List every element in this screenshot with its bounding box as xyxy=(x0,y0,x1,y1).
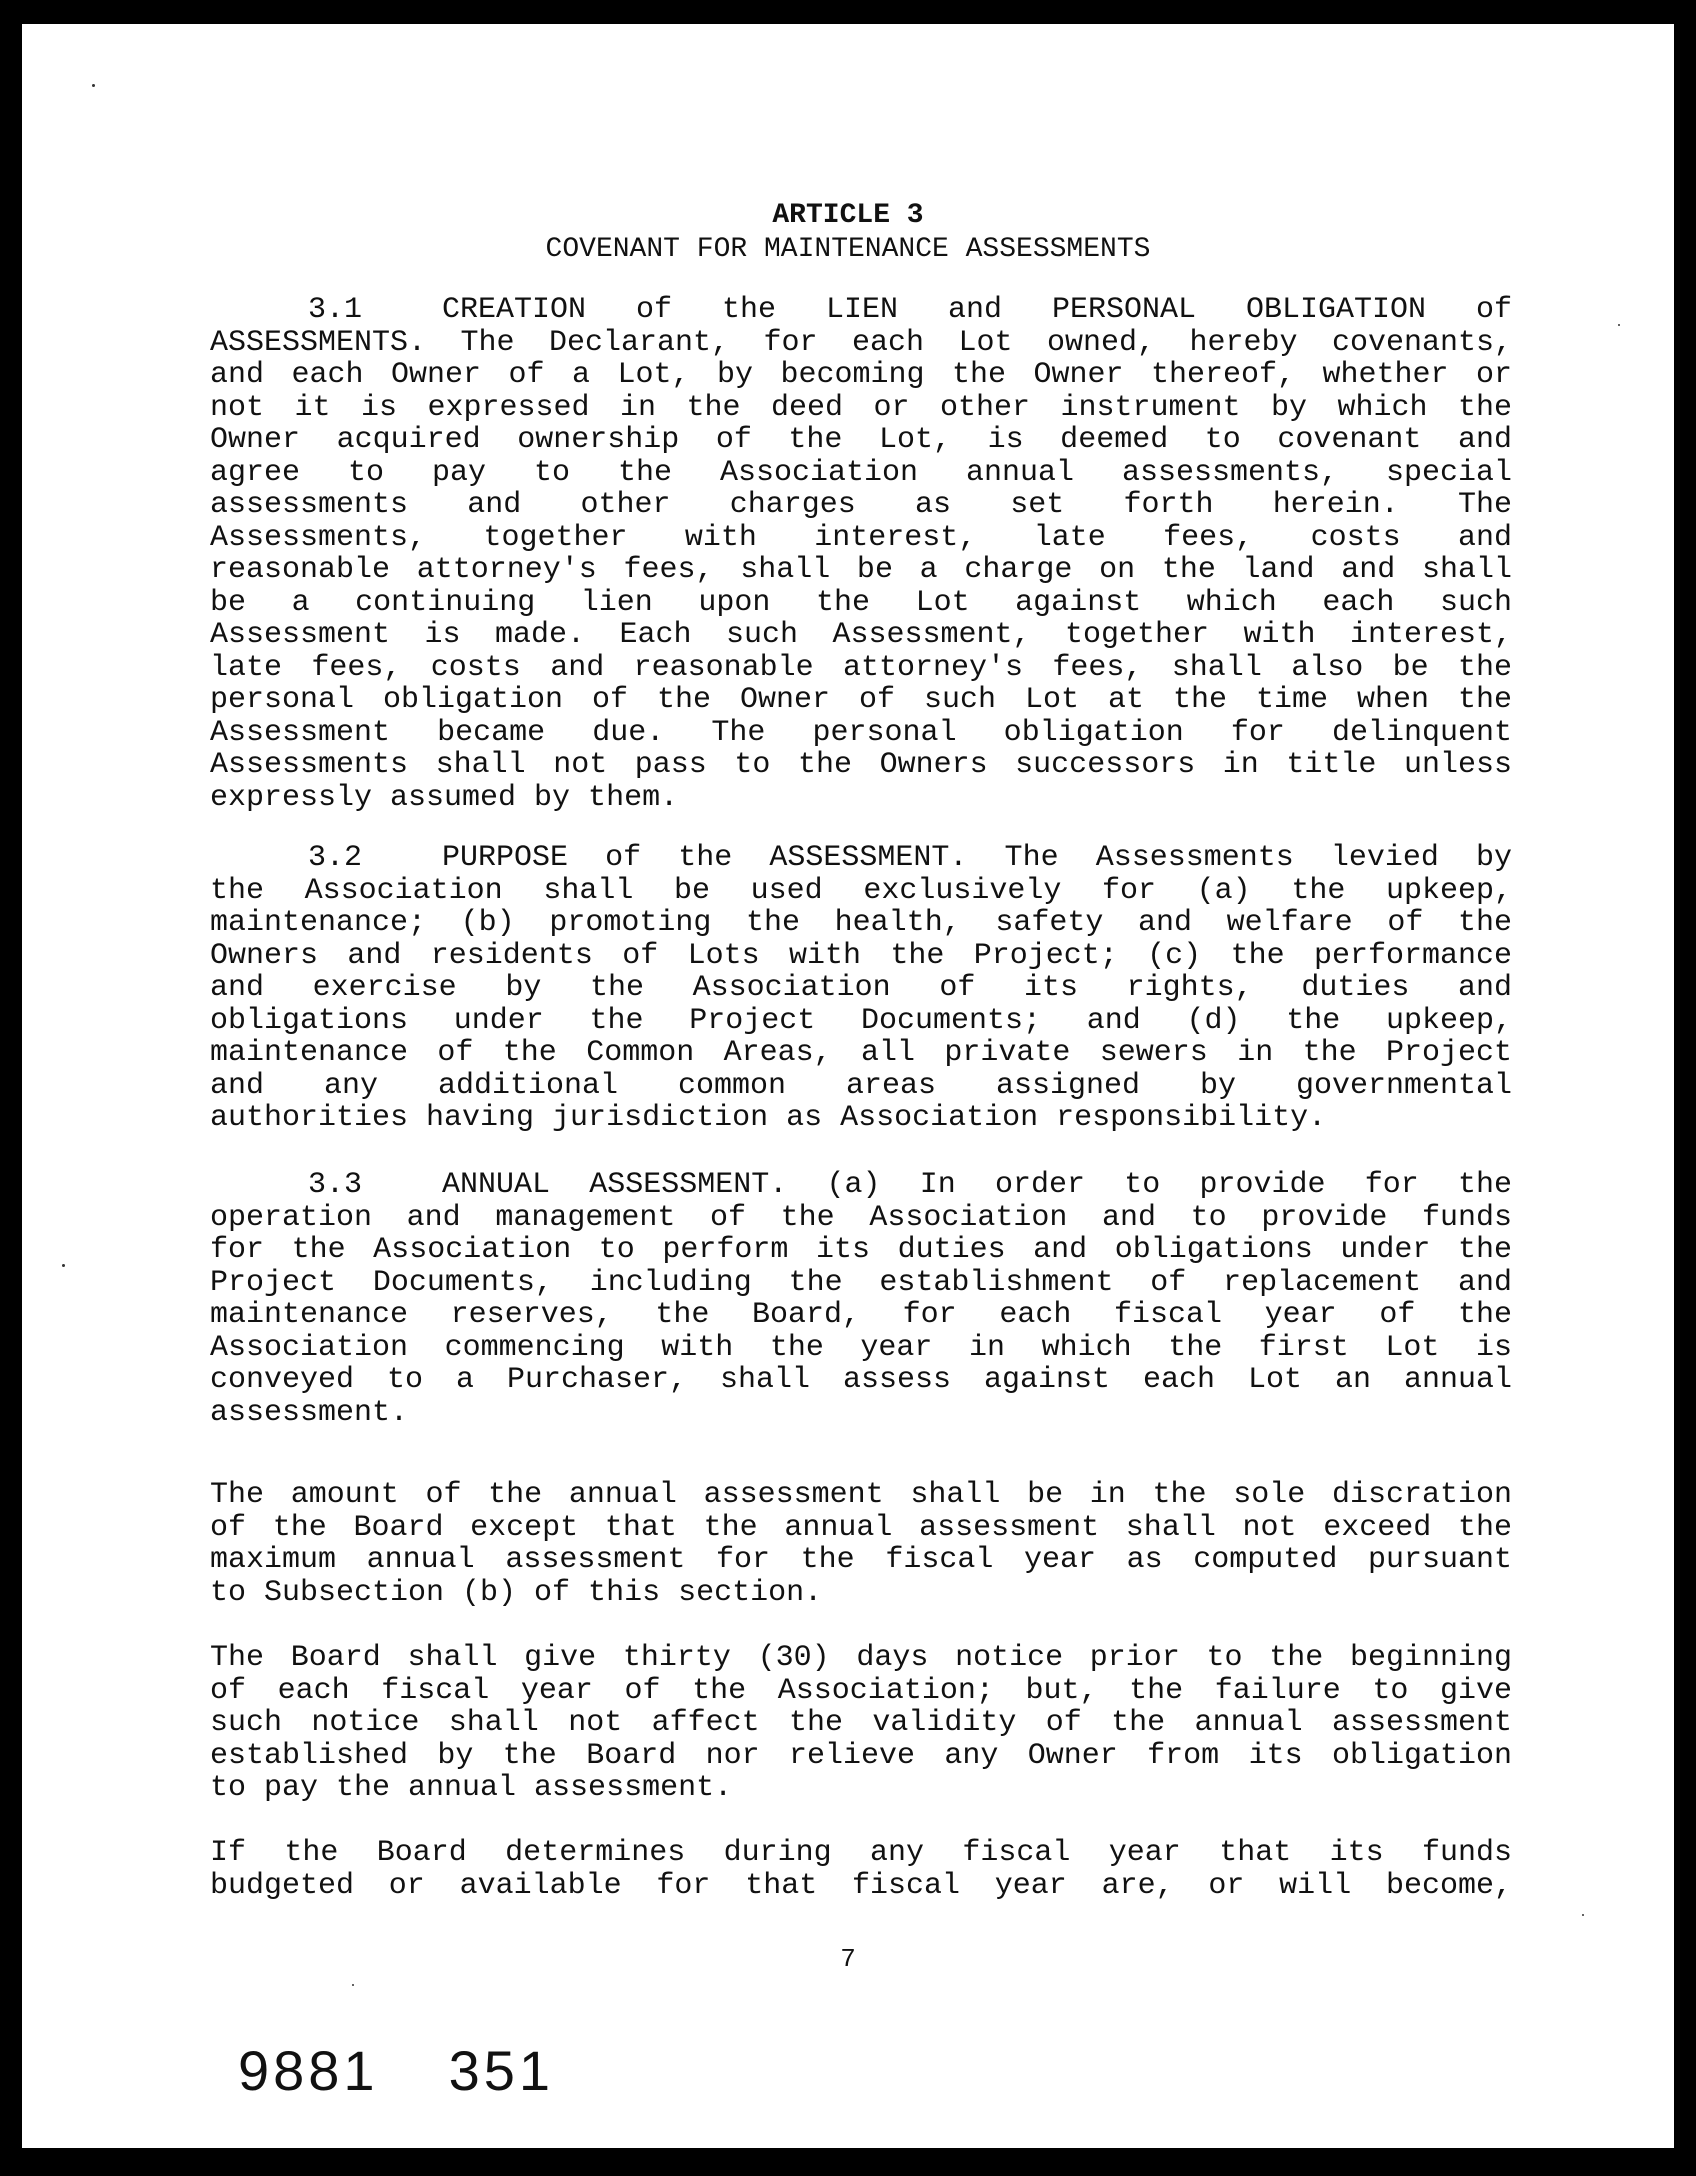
text-line: maintenance reserves, the Board, for each fiscal year of the xyxy=(210,1298,1512,1332)
text-line: to pay the annual assessment. xyxy=(210,1771,733,1805)
text-line: the Association shall be used exclusively for (a) the upkeep, xyxy=(210,873,1512,908)
text-line: Assessment became due. The personal obligation for delinquent xyxy=(210,715,1512,750)
text-line: The Board shall give thirty (30) days notice prior to the beginning xyxy=(210,1641,1512,1675)
text-line: maintenance of the Common Areas, all private sewers in the Project xyxy=(210,1036,1512,1070)
section-number: 3.2 xyxy=(308,841,363,875)
section-number: 3.1 xyxy=(308,293,363,327)
section-heading-line: 3.2 PURPOSE of the ASSESSMENT. The Assessments levied by xyxy=(308,841,1512,875)
section-3-1 xyxy=(210,294,1512,814)
text-line: for the Association to perform its duties and obligations under the xyxy=(210,1233,1512,1267)
text-line: and any additional common areas assigned by governmental xyxy=(210,1068,1512,1103)
section-number: 3.3 xyxy=(308,1168,363,1202)
text-line: Association commencing with the year in which the first Lot is xyxy=(210,1330,1512,1365)
text-line: to Subsection (b) of this section. xyxy=(210,1575,823,1610)
text-line: of each fiscal year of the Association; but, the failure to give xyxy=(210,1673,1512,1708)
page-number: 7 xyxy=(840,1944,856,1974)
text-line: If the Board determines during any fiscal year that its funds xyxy=(210,1836,1512,1870)
text-line: assessment. xyxy=(210,1395,409,1430)
text-line: Assessments, together with interest, late fees, costs and xyxy=(210,520,1512,555)
scan-speck xyxy=(62,1264,65,1267)
scan-speck xyxy=(1618,324,1620,326)
text-line: ASSESSMENTS. The Declarant, for each Lot owned, hereby covenants, xyxy=(210,325,1512,360)
document-stamp xyxy=(238,2038,554,2103)
text-line: The amount of the annual assessment shall be in the sole discration xyxy=(210,1478,1512,1512)
text-line: maintenance; (b) promoting the health, safety and welfare of the xyxy=(210,906,1512,940)
text-line: agree to pay to the Association annual assessments, special xyxy=(210,455,1512,490)
text-line: and each Owner of a Lot, by becoming the Owner thereof, whether or xyxy=(210,358,1512,392)
section-3-2 xyxy=(210,842,1512,1135)
text-line: Owners and residents of Lots with the Project; (c) the performance xyxy=(210,938,1512,973)
text-line: budgeted or available for that fiscal year are, or will become, xyxy=(210,1868,1512,1903)
section-3-3 xyxy=(210,1169,1512,1429)
scan-speck xyxy=(352,1984,354,1986)
scan-speck xyxy=(1582,1914,1584,1916)
text-line: Owner acquired ownership of the Lot, is deemed to covenant and xyxy=(210,423,1512,457)
scan-speck xyxy=(92,84,95,87)
paragraph-amount xyxy=(210,1479,1512,1609)
text-line: such notice shall not affect the validity of the annual assessment xyxy=(210,1706,1512,1740)
paragraph-funds xyxy=(210,1837,1512,1902)
text-line: conveyed to a Purchaser, shall assess against each Lot an annual xyxy=(210,1363,1512,1397)
text-line: maximum annual assessment for the fiscal year as computed pursuant xyxy=(210,1543,1512,1577)
text-line: assessments and other charges as set forth herein. The xyxy=(210,488,1512,522)
text-line: Assessment is made. Each such Assessment, together with interest, xyxy=(210,618,1512,652)
section-heading-line: 3.3 ANNUAL ASSESSMENT. (a) In order to provide for the xyxy=(308,1168,1512,1202)
text-line: obligations under the Project Documents; and (d) the upkeep, xyxy=(210,1003,1512,1038)
text-line: operation and management of the Association and to provide funds xyxy=(210,1200,1512,1235)
text-line: and exercise by the Association of its rights, duties and xyxy=(210,971,1512,1005)
text-line: reasonable attorney's fees, shall be a charge on the land and shall xyxy=(210,553,1512,587)
text-line: expressly assumed by them. xyxy=(210,780,679,815)
text-line: of the Board except that the annual assessment shall not exceed the xyxy=(210,1510,1512,1545)
stamp-left: 9881 xyxy=(238,2039,379,2102)
text-line: not it is expressed in the deed or other instrument by which the xyxy=(210,390,1512,425)
document-page xyxy=(22,24,1674,2148)
stamp-right: 351 xyxy=(448,2039,555,2102)
section-heading-line: 3.1 CREATION of the LIEN and PERSONAL OBLIGATION of xyxy=(308,293,1512,327)
text-line: late fees, costs and reasonable attorney's fees, shall also be the xyxy=(210,650,1512,685)
text-line: Assessments shall not pass to the Owners successors in title unless xyxy=(210,748,1512,782)
text-line: established by the Board nor relieve any Owner from its obligation xyxy=(210,1738,1512,1773)
article-heading: ARTICLE 3 xyxy=(772,200,924,231)
article-title: COVENANT FOR MAINTENANCE ASSESSMENTS xyxy=(545,234,1151,265)
paragraph-notice xyxy=(210,1642,1512,1805)
text-line: be a continuing lien upon the Lot against which each such xyxy=(210,585,1512,620)
text-line: authorities having jurisdiction as Association responsibility. xyxy=(210,1101,1327,1135)
text-line: Project Documents, including the establishment of replacement and xyxy=(210,1265,1512,1300)
text-line: personal obligation of the Owner of such Lot at the time when the xyxy=(210,683,1512,717)
